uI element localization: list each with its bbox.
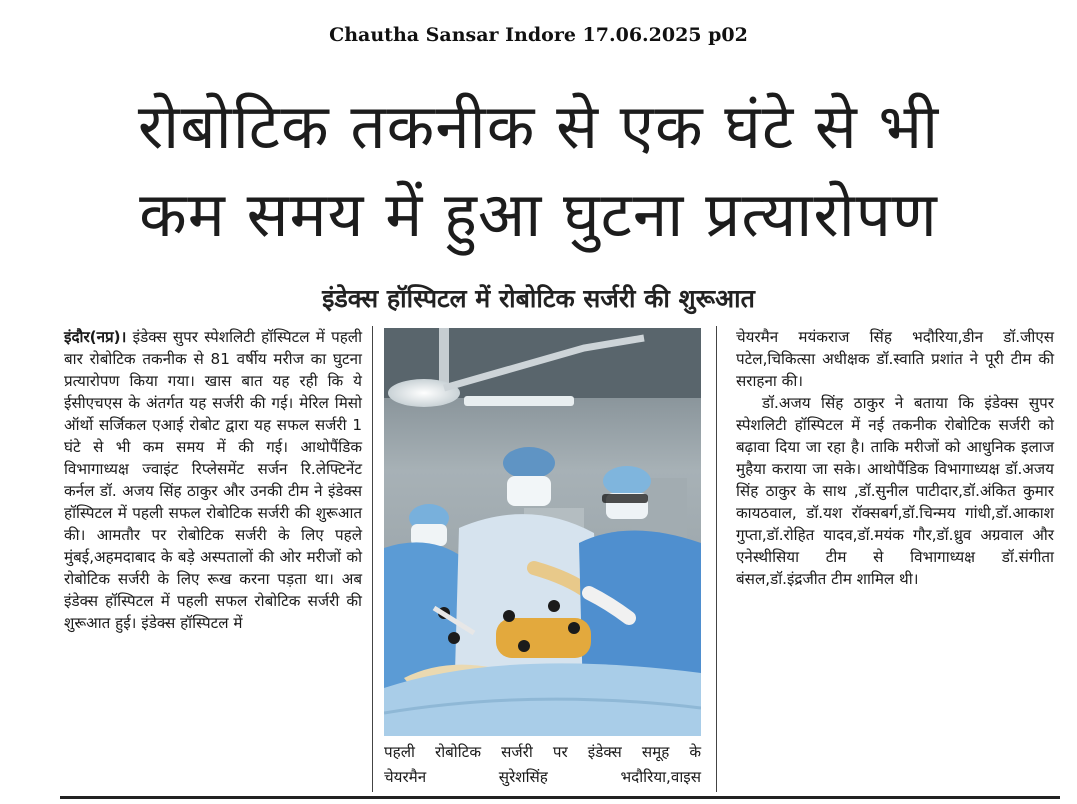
lamp-arm-icon: [439, 328, 449, 383]
bottom-rule: [60, 796, 1060, 799]
ceiling-light: [464, 396, 574, 406]
article-right-column: [736, 326, 1054, 590]
surgery-photo: [384, 328, 701, 736]
column-divider-right: [716, 326, 717, 792]
surgical-cap-icon: [603, 466, 651, 496]
article-text-left: इंडेक्स सुपर स्पेशलिटी हॉस्पिटल में पहली बार रोबोटिक तकनीक से 81 वर्षीय मरीज का घुटना प्रत्यारोपण किया गया। खास बात यह रही कि ये ईसीएचएस के अंतर्गत यह सर्जरी की गई। मेरिल मिसो ऑर्थो सर्जिकल एआई रोबोट द्वारा यह सफल सर्जरी 1 घंटे से भी कम समय में की गई। आथोपैंडिक विभागाध्यक्ष ज्वाइंट रिप्लेसमेंट सर्जन रि.लेफ्टिनेंट कर्नल डॉ. अजय सिंह ठाकुर और उनकी टीम ने इंडेक्स हॉस्पिटल में पहली सफल रोबोटिक सर्जरी की शुरूआत की। आमतौर पर रोबोटिक सर्जरी के लिए पहले मुंबई,अहमदाबाद के बड़े अस्पतालों की ओर मरीजों को रोबोटिक सर्जरी के लिए रूख करना पड़ता था। अब इंडेक्स हॉस्पिटल में पहली सफल रोबोटिक सर्जरी की शुरूआत हुई। इंडेक्स हॉस्पिटल में: [64, 328, 362, 632]
dateline: इंदौर(नप्र)।: [64, 328, 127, 346]
glasses-icon: [602, 494, 648, 503]
subheadline: इंडेक्स हॉस्पिटल में रोबोटिक सर्जरी की शुरूआत: [322, 284, 755, 313]
face-mask-icon: [507, 476, 551, 506]
caption-line-2: चेयरमैन सुरेशसिंह भदौरिया,वाइस: [384, 768, 701, 786]
column-divider-left: [372, 326, 373, 792]
surgical-cap-icon: [503, 447, 555, 479]
source-line: Chautha Sansar Indore 17.06.2025 p02: [329, 24, 748, 46]
article-paragraph-right-2: डॉ.अजय सिंह ठाकुर ने बताया कि इंडेक्स सुपर स्पेशलिटी हॉस्पिटल में नई तकनीक रोबोटिक सर्जरी को बढ़ावा दिया जा रहा है। ताकि मरीजों को आधुनिक इलाज मुहैया कराया जा सके। आथोपैंडिक विभागाध्यक्ष डॉ.अजय सिंह ठाकुर के साथ ,डॉ.सुनील पाटीदार,डॉ.अंकित कुमार कायठवाल, डॉ.यश रॉक्सबर्ग,डॉ.चिन्मय गांधी,डॉ.आकाश गुप्ता,डॉ.रोहित यादव,डॉ.मयंक गौर,डॉ.ध्रुव अग्रवाल और एनेस्थीसिया टीम से विभागाध्यक्ष डॉ.संगीता बंसल,डॉ.इंद्रजीत टीम शामिल थी।: [736, 394, 1054, 588]
article-left-column: [64, 326, 362, 634]
article-paragraph-right-1: चेयरमैन मयंकराज सिंह भदौरिया,डीन डॉ.जीएस पटेल,चिकित्सा अधीक्षक डॉ.स्वाति प्रशांत ने पूरी टीम की सराहना की।: [736, 328, 1054, 390]
photo-caption: [384, 740, 701, 790]
surgery-photo-illustration: [384, 328, 701, 736]
headline-line-1: रोबोटिक तकनीक से एक घंटे से भी: [137, 90, 940, 163]
caption-line-1: पहली रोबोटिक सर्जरी पर इंडेक्स समूह के: [384, 743, 701, 761]
headline-line-2: कम समय में हुआ घुटना प्रत्यारोपण: [139, 178, 938, 251]
